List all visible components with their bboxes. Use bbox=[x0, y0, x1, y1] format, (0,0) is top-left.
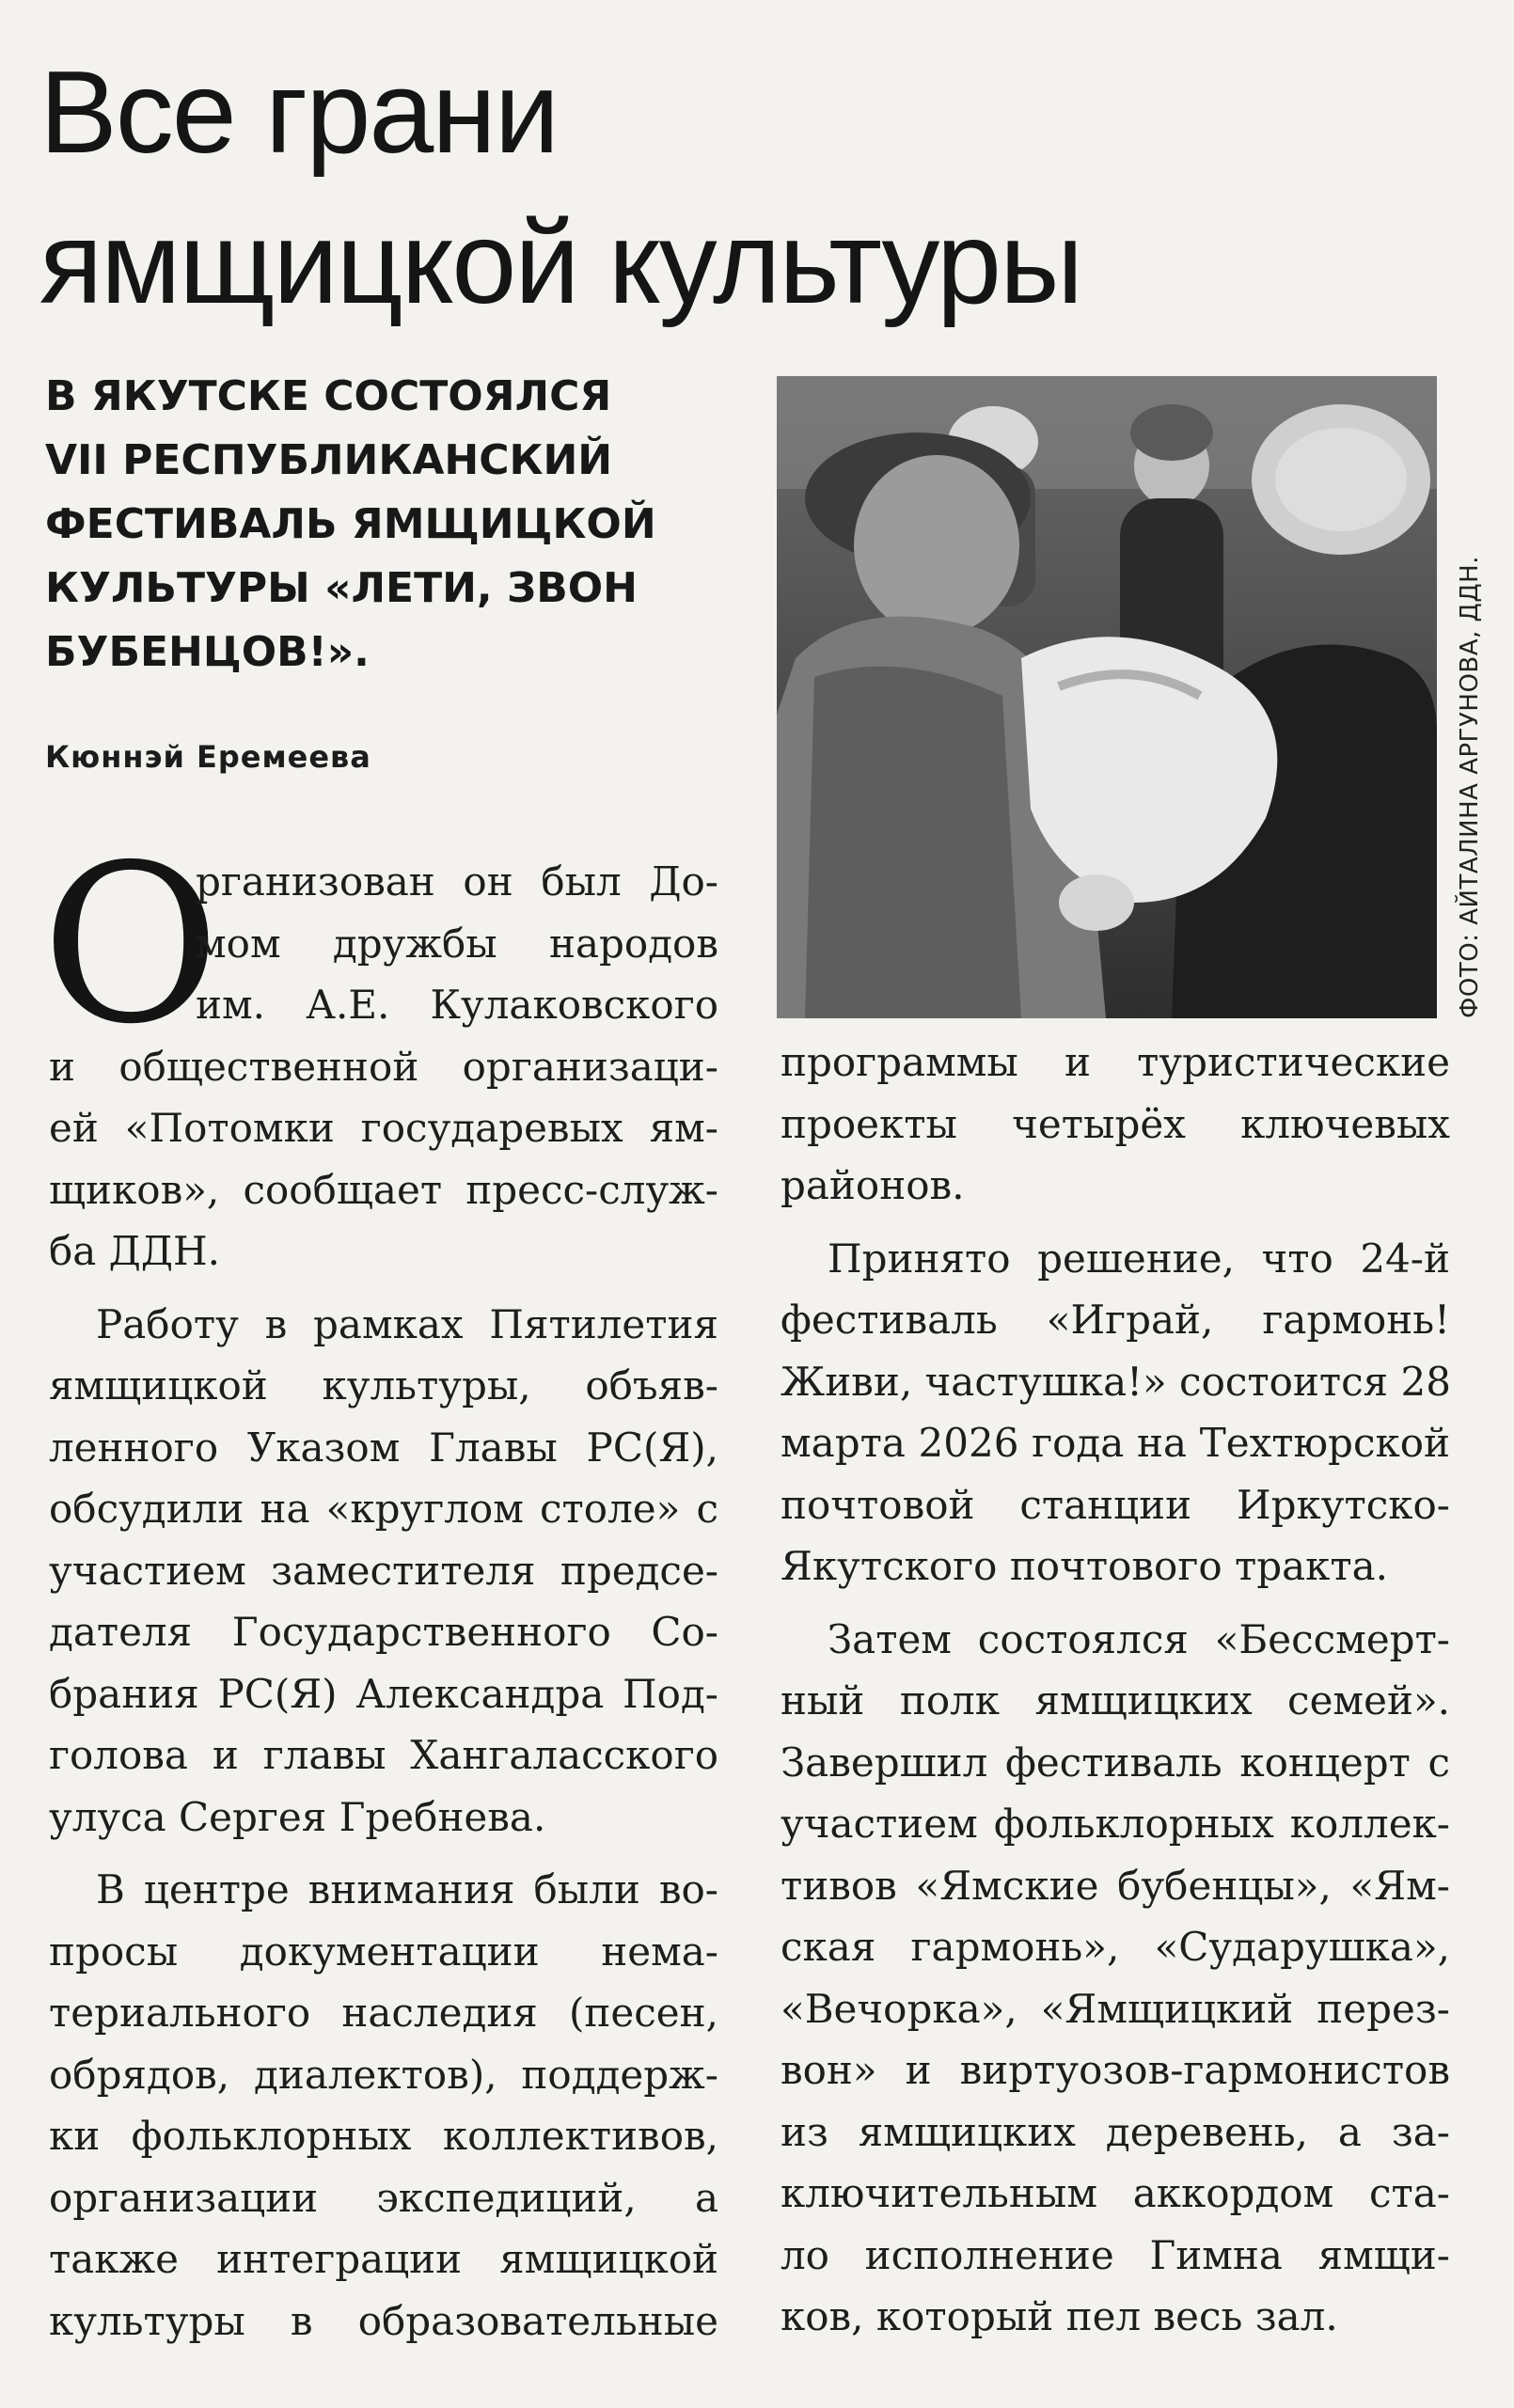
left-column bbox=[49, 851, 718, 2352]
text-line: районов. bbox=[781, 1162, 965, 1208]
text-line: Живи, частушка!» состоится 28 bbox=[781, 1358, 1451, 1405]
text-line: ленного Указом Главы РС(Я), bbox=[49, 1424, 718, 1471]
text-line: ло исполнение Гимна ямщи- bbox=[781, 2231, 1450, 2278]
lede-line: VII РЕСПУБЛИКАНСКИЙ bbox=[45, 436, 613, 484]
text-line: дателя Государственного Со- bbox=[49, 1609, 718, 1655]
text-line: ямщицкой культуры, объяв- bbox=[49, 1362, 718, 1409]
festival-photo-illustration bbox=[777, 376, 1437, 1018]
text-line: почтовой станции Иркутско- bbox=[781, 1481, 1450, 1528]
text-line: ключительным аккордом ста- bbox=[781, 2170, 1450, 2216]
byline: Кюннэй Еремеева bbox=[45, 739, 371, 775]
paragraph bbox=[781, 1031, 1450, 1217]
lede-line: ФЕСТИВАЛЬ ЯМЩИЦКОЙ bbox=[45, 500, 656, 548]
text-line: участием заместителя предсе- bbox=[49, 1547, 718, 1594]
text-line: ей «Потомки государевых ям- bbox=[49, 1105, 718, 1151]
text-line: проекты четырёх ключевых bbox=[781, 1100, 1450, 1147]
text-line: фестиваль «Играй, гармонь! bbox=[781, 1297, 1450, 1343]
text-line: В центре внимания были во- bbox=[96, 1866, 718, 1912]
paragraph bbox=[49, 1859, 718, 2352]
text-line: марта 2026 года на Техтюрской bbox=[781, 1420, 1450, 1466]
text-line: рганизован он был До- bbox=[196, 858, 718, 905]
text-line: ба ДДН. bbox=[49, 1228, 220, 1274]
text-line: тивов «Ямские бубенцы», «Ям- bbox=[781, 1862, 1450, 1909]
text-line: Работу в рамках Пятилетия bbox=[96, 1300, 718, 1347]
text-line: обрядов, диалектов), поддерж- bbox=[49, 2051, 718, 2098]
text-line: ки фольклорных коллективов, bbox=[49, 2113, 718, 2159]
lede bbox=[45, 365, 741, 685]
text-line: брания РС(Я) Александра Под- bbox=[49, 1670, 718, 1717]
drop-cap: О bbox=[41, 818, 221, 1072]
festival-photo bbox=[777, 376, 1437, 1018]
lede-line: БУБЕНЦОВ!». bbox=[45, 628, 370, 676]
text-line: обсудили на «круглом столе» с bbox=[49, 1486, 718, 1532]
text-line: ская гармонь», «Сударушка», bbox=[781, 1924, 1450, 1970]
lede-line: КУЛЬТУРЫ «ЛЕТИ, ЗВОН bbox=[45, 564, 638, 612]
lede-line: В ЯКУТСКЕ СОСТОЯЛСЯ bbox=[45, 372, 612, 420]
paragraph bbox=[49, 851, 718, 1283]
headline bbox=[39, 38, 1450, 338]
photo-credit: ФОТО: АЙТАЛИНА АРГУНОВА, ДДН. bbox=[1456, 556, 1484, 1018]
right-column bbox=[781, 1031, 1450, 2348]
text-line: и общественной организаци- bbox=[49, 1043, 718, 1090]
text-line: программы и туристические bbox=[781, 1039, 1450, 1085]
text-line: из ямщицких деревень, а за- bbox=[781, 2108, 1450, 2155]
text-line: Якутского почтового тракта. bbox=[781, 1543, 1388, 1589]
text-line: «Вечорка», «Ямщицкий перез- bbox=[781, 1985, 1450, 2032]
text-line: просы документации нема- bbox=[49, 1928, 718, 1975]
text-line: голова и главы Хангаласского bbox=[49, 1732, 718, 1778]
text-line: организации экспедиций, а bbox=[49, 2174, 718, 2221]
text-line: им. А.Е. Кулаковского bbox=[196, 982, 718, 1028]
text-line: мом дружбы народов bbox=[196, 920, 718, 967]
text-line: Затем состоялся «Бессмерт- bbox=[828, 1615, 1450, 1662]
text-line: щиков», сообщает пресс-служ- bbox=[49, 1166, 718, 1213]
paragraph bbox=[781, 1228, 1450, 1597]
text-line: ный полк ямщицких семей». bbox=[781, 1677, 1450, 1723]
paragraph bbox=[49, 1294, 718, 1849]
text-line: культуры в образовательные bbox=[49, 2297, 718, 2344]
text-line: также интеграции ямщицкой bbox=[49, 2236, 718, 2282]
text-line: териального наследия (песен, bbox=[49, 1990, 718, 2036]
text-line: Завершил фестиваль концерт с bbox=[781, 1739, 1450, 1786]
headline-line-1: Все грани bbox=[39, 48, 559, 178]
text-line: ков, который пел весь зал. bbox=[781, 2293, 1338, 2339]
paragraph bbox=[781, 1609, 1450, 2348]
text-line: улуса Сергея Гребнева. bbox=[49, 1793, 546, 1840]
text-line: Принято решение, что 24-й bbox=[828, 1235, 1450, 1282]
headline-line-2: ямщицкой культуры bbox=[39, 198, 1082, 328]
text-line: вон» и виртуозов-гармонистов bbox=[781, 2047, 1450, 2093]
text-line: участием фольклорных коллек- bbox=[781, 1801, 1450, 1847]
